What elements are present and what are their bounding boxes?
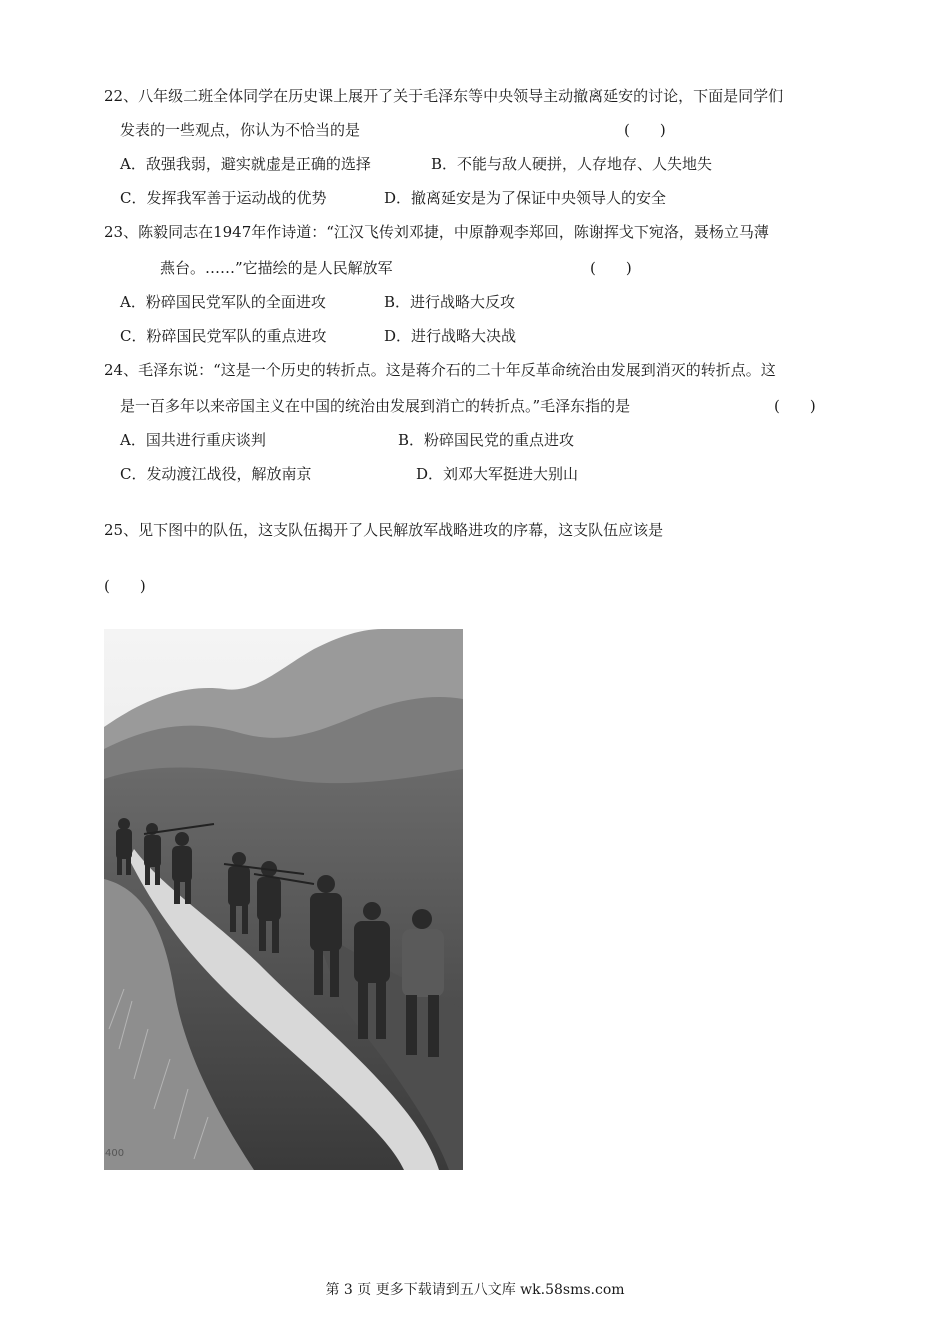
q25-answer-paren: ( ) xyxy=(104,577,146,595)
q24-answer-paren: ( ) xyxy=(774,397,816,415)
photo-svg xyxy=(104,629,463,1170)
q22-stem-line2: 发表的一些观点，你认为不恰当的是 xyxy=(120,121,361,139)
q22-option-d: D．撤离延安是为了保证中央领导人的安全 xyxy=(384,189,667,207)
q22-option-c: C．发挥我军善于运动战的优势 xyxy=(120,189,327,207)
q23-option-b: B．进行战略大反攻 xyxy=(384,293,516,311)
q24-option-d: D．刘邓大军挺进大别山 xyxy=(416,465,579,483)
q23-option-c: C．粉碎国民党军队的重点进攻 xyxy=(120,327,327,345)
q23-option-d: D．进行战略大决战 xyxy=(384,327,517,345)
photo-corner-number: 400 xyxy=(105,1148,125,1159)
q23-answer-paren: ( ) xyxy=(590,259,632,277)
q24-option-c: C．发动渡江战役，解放南京 xyxy=(120,465,312,483)
q23-stem-line1: 23、陈毅同志在1947年作诗道：“江汉飞传刘邓捷，中原静观李郑回，陈谢挥戈下宛洛，聂杨立马薄 xyxy=(104,223,769,241)
page-footer: 第 3 页 更多下载请到五八文库 wk.58sms.com xyxy=(325,1282,625,1298)
q24-option-a: A．国共进行重庆谈判 xyxy=(120,431,266,449)
q22-stem-line1: 22、八年级二班全体同学在历史课上展开了关于毛泽东等中央领导主动撤离延安的讨论，下面是同学们 xyxy=(104,87,784,105)
q23-stem-line2: 燕台。……”它描绘的是人民解放军 xyxy=(160,259,393,277)
q25-stem: 25、见下图中的队伍，这支队伍揭开了人民解放军战略进攻的序幕，这支队伍应该是 xyxy=(104,521,664,539)
q22-option-b: B．不能与敌人硬拼，人存地存、人失地失 xyxy=(431,155,713,173)
q24-stem-line2: 是一百多年以来帝国主义在中国的统治由发展到消亡的转折点。”毛泽东指的是 xyxy=(120,397,631,415)
q23-option-a: A．粉碎国民党军队的全面进攻 xyxy=(120,293,326,311)
q22-option-a: A．敌强我弱，避实就虚是正确的选择 xyxy=(120,155,371,173)
marching-troops-photo xyxy=(104,629,463,1170)
q24-option-b: B．粉碎国民党的重点进攻 xyxy=(398,431,575,449)
q24-stem-line1: 24、毛泽东说：“这是一个历史的转折点。这是蒋介石的二十年反革命统治由发展到消灭的转折点。这 xyxy=(104,361,776,379)
q22-answer-paren: ( ) xyxy=(624,121,666,139)
